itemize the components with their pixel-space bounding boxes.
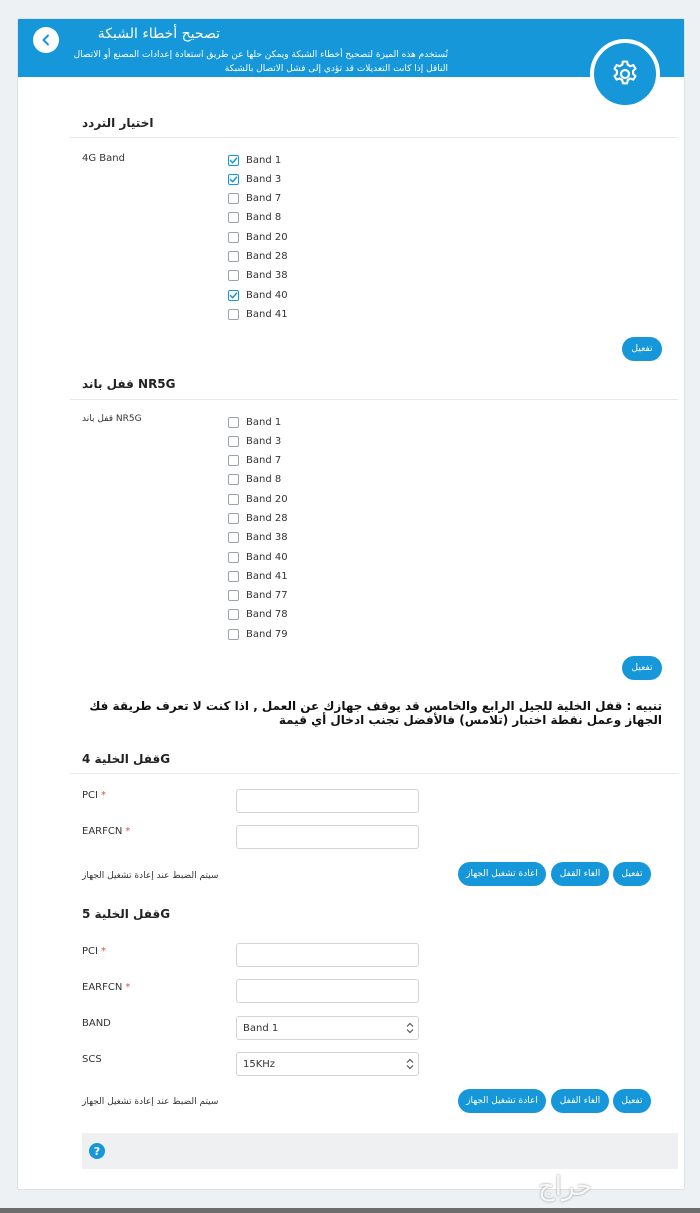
checkbox[interactable] <box>228 532 239 543</box>
nr5g-label: قفل باند NR5G <box>82 414 142 424</box>
gear-icon <box>610 59 640 89</box>
band-select-title: اختيار التردد <box>82 116 154 130</box>
cell4g-title: قفل الخلية 4G <box>82 752 171 766</box>
band-select-divider <box>70 137 678 138</box>
nr5g-apply-button[interactable]: تفعيل <box>622 656 662 680</box>
checkbox[interactable] <box>228 494 239 505</box>
band-checkbox-5g[interactable] <box>228 530 288 544</box>
band-label: Band 79 <box>246 628 288 640</box>
band-label: Band 40 <box>246 289 288 301</box>
band-label: Band 78 <box>246 608 288 620</box>
band-select-value: Band 1 <box>243 1022 279 1034</box>
cell5g-band-select[interactable] <box>236 1016 419 1040</box>
band-apply-button[interactable]: تفعيل <box>622 337 662 361</box>
checkbox[interactable] <box>228 193 239 204</box>
cell5g-pci-input[interactable] <box>236 943 419 967</box>
cell4g-restart-note: سيتم الضبط عند إعادة تشغيل الجهاز <box>82 871 219 881</box>
check-icon <box>229 291 238 300</box>
checkbox[interactable] <box>228 609 239 620</box>
cell4g-earfcn-input[interactable] <box>236 825 419 849</box>
checkbox[interactable] <box>228 270 239 281</box>
checkbox[interactable] <box>228 474 239 485</box>
page-title: تصحيح أخطاء الشبكة <box>97 26 220 42</box>
pci-label-text: PCI <box>82 946 98 957</box>
cell5g-band-label: BAND <box>82 1018 111 1029</box>
cell5g-restart-button[interactable]: اعادة تشغيل الجهاز <box>458 1089 546 1113</box>
checkbox[interactable] <box>228 417 239 428</box>
band-label: Band 41 <box>246 570 288 582</box>
cell5g-earfcn-input[interactable] <box>236 979 419 1003</box>
band-label: Band 7 <box>246 192 282 204</box>
cell5g-scs-label: SCS <box>82 1054 102 1065</box>
band-label: Band 20 <box>246 493 288 505</box>
checkbox[interactable] <box>228 513 239 524</box>
required-mark: * <box>125 982 131 993</box>
help-bar <box>82 1133 678 1169</box>
band-label: Band 77 <box>246 589 288 601</box>
required-mark: * <box>125 826 131 837</box>
band-label: Band 1 <box>246 154 282 166</box>
4g-band-label: 4G Band <box>82 153 125 164</box>
check-icon <box>229 175 238 184</box>
cell4g-pci-label <box>82 790 106 801</box>
band-checkbox-4g[interactable] <box>228 230 288 244</box>
cell5g-restart-note: سيتم الضبط عند إعادة تشغيل الجهاز <box>82 1097 219 1107</box>
checkbox[interactable] <box>228 174 239 185</box>
checkbox[interactable] <box>228 212 239 223</box>
checkbox[interactable] <box>228 309 239 320</box>
band-label: Band 40 <box>246 551 288 563</box>
band-checkbox-5g[interactable] <box>228 453 281 467</box>
cell5g-unlock-button[interactable]: الغاء القفل <box>551 1089 609 1113</box>
checkbox[interactable] <box>228 232 239 243</box>
band-label: Band 3 <box>246 435 282 447</box>
checkbox[interactable] <box>228 155 239 166</box>
band-label: Band 1 <box>246 416 282 428</box>
required-mark: * <box>100 946 106 957</box>
scs-select-value: 15KHz <box>243 1058 276 1070</box>
band-checkbox-4g[interactable] <box>228 288 288 302</box>
cell4g-unlock-button[interactable]: الغاء القفل <box>551 862 609 886</box>
band-checkbox-5g[interactable] <box>228 415 281 429</box>
nr5g-title: قفل باند NR5G <box>82 377 176 391</box>
band-checkbox-4g[interactable] <box>228 172 281 186</box>
checkbox[interactable] <box>228 552 239 563</box>
band-checkbox-4g[interactable] <box>228 191 281 205</box>
band-label: Band 3 <box>246 173 282 185</box>
help-icon[interactable]: ? <box>89 1143 105 1159</box>
checkbox[interactable] <box>228 455 239 466</box>
cell4g-pci-input[interactable] <box>236 789 419 813</box>
nr5g-divider <box>70 399 678 400</box>
cell5g-pci-label <box>82 946 106 957</box>
band-label: Band 28 <box>246 250 288 262</box>
back-button[interactable] <box>33 27 59 53</box>
earfcn-label-text: EARFCN <box>82 982 123 993</box>
checkbox[interactable] <box>228 251 239 262</box>
band-label: Band 38 <box>246 269 288 281</box>
band-checkbox-4g[interactable] <box>228 268 288 282</box>
settings-badge <box>590 39 660 109</box>
pci-label-text: PCI <box>82 790 98 801</box>
band-label: Band 28 <box>246 512 288 524</box>
band-checkbox-4g[interactable] <box>228 249 288 263</box>
cell4g-restart-button[interactable]: اعادة تشغيل الجهاز <box>458 862 546 886</box>
band-checkbox-5g[interactable] <box>228 588 288 602</box>
band-checkbox-5g[interactable] <box>228 569 288 583</box>
checkbox[interactable] <box>228 590 239 601</box>
checkbox[interactable] <box>228 629 239 640</box>
band-label: Band 20 <box>246 231 288 243</box>
band-checkbox-5g[interactable] <box>228 627 288 641</box>
required-mark: * <box>100 790 106 801</box>
watermark-logo: حراج <box>538 1172 593 1202</box>
checkbox[interactable] <box>228 436 239 447</box>
cell5g-scs-select[interactable] <box>236 1052 419 1076</box>
checkbox[interactable] <box>228 290 239 301</box>
band-label: Band 7 <box>246 454 282 466</box>
select-arrows-icon <box>406 1022 414 1034</box>
band-checkbox-5g[interactable] <box>228 511 288 525</box>
band-checkbox-5g[interactable] <box>228 472 281 486</box>
cell4g-divider <box>70 773 678 774</box>
band-label: Band 8 <box>246 211 282 223</box>
check-icon <box>229 156 238 165</box>
band-checkbox-4g[interactable] <box>228 153 281 167</box>
earfcn-label-text: EARFCN <box>82 826 123 837</box>
band-label: Band 8 <box>246 473 282 485</box>
band-label: Band 38 <box>246 531 288 543</box>
cell4g-earfcn-label <box>82 826 130 837</box>
cell5g-earfcn-label <box>82 982 130 993</box>
cell5g-title: قفل الخلية 5G <box>82 907 171 921</box>
cell-lock-warning: تنبيه : قفل الخلية للجيل الرابع والخامس قد يوقف جهازك عن العمل , اذا كنت لا تعرف طريقة فك الجهاز وعمل نقطة اختبار (تلامس) فالأفضل تجنب ادخال أي قيمة <box>89 699 662 727</box>
cell5g-apply-button[interactable]: تفعيل <box>613 1089 651 1113</box>
band-checkbox-5g[interactable] <box>228 492 288 506</box>
band-checkbox-4g[interactable] <box>228 210 281 224</box>
cell4g-apply-button[interactable]: تفعيل <box>613 862 651 886</box>
band-checkbox-5g[interactable] <box>228 434 281 448</box>
band-label: Band 41 <box>246 308 288 320</box>
page-description: تُستخدم هذه الميزة لتصحيح أخطاء الشبكة ويمكن حلها عن طريق استعادة إعدادات المصنع أو الاتصال الناقل إذا كانت التعديلات قد تؤدي إلى فشل الاتصال بالشبكة <box>73 50 448 74</box>
bottom-border <box>0 1208 700 1213</box>
chevron-left-icon <box>40 34 52 46</box>
band-checkbox-5g[interactable] <box>228 550 288 564</box>
band-checkbox-4g[interactable] <box>228 307 288 321</box>
network-debug-card <box>17 18 685 1190</box>
band-checkbox-5g[interactable] <box>228 607 288 621</box>
checkbox[interactable] <box>228 571 239 582</box>
select-arrows-icon <box>406 1058 414 1070</box>
header-bar <box>18 19 684 77</box>
